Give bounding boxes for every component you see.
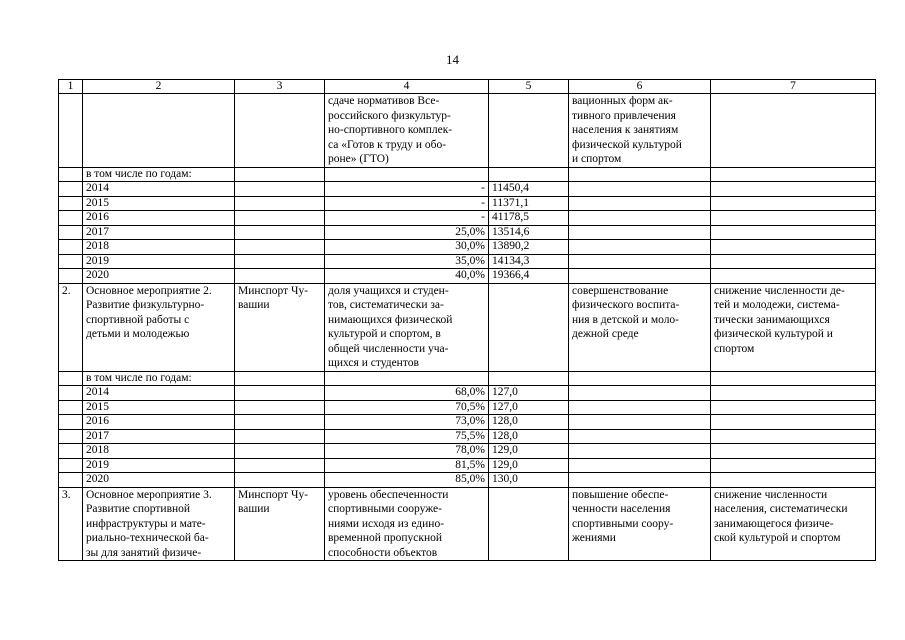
year-cell: 2018: [83, 444, 235, 459]
indicator-cell: 68,0%: [325, 386, 489, 401]
value-cell: 127,0: [489, 400, 569, 415]
value-cell: 129,0: [489, 444, 569, 459]
year-cell: 2020: [83, 269, 235, 284]
value-cell: 11371,1: [489, 196, 569, 211]
value-cell: 13890,2: [489, 240, 569, 255]
by-years-label: в том числе по годам:: [83, 167, 235, 182]
year-row: [59, 269, 876, 284]
header-cell: 6: [569, 80, 711, 94]
value-cell: 11450,4: [489, 182, 569, 197]
indicator-cell: 75,5%: [325, 429, 489, 444]
consequences: снижение численности населения, систематически занимающегося физиче- ской культурой и спортом: [711, 487, 876, 561]
expected-result: совершенствование физического воспита- ния в детской и моло- дежной среде: [569, 283, 711, 371]
year-row: [59, 400, 876, 415]
responsible-executor: Минспорт Чу- вашии: [235, 487, 325, 561]
value-cell: 130,0: [489, 473, 569, 488]
year-row: [59, 240, 876, 255]
year-cell: 2018: [83, 240, 235, 255]
header-row: [59, 80, 876, 94]
page-number: 14: [446, 52, 459, 67]
year-row: [59, 211, 876, 226]
year-cell: 2020: [83, 473, 235, 488]
indicator-cell: 25,0%: [325, 225, 489, 240]
year-cell: 2014: [83, 386, 235, 401]
year-row: [59, 254, 876, 269]
year-cell: 2016: [83, 211, 235, 226]
table-row: [59, 487, 876, 561]
value-cell: 129,0: [489, 458, 569, 473]
indicator-cell: 81,5%: [325, 458, 489, 473]
table-row: [59, 283, 876, 371]
indicator-cell: 85,0%: [325, 473, 489, 488]
header-cell: 2: [83, 80, 235, 94]
year-cell: 2016: [83, 415, 235, 430]
indicator-cell: -: [325, 211, 489, 226]
value-cell: 19366,4: [489, 269, 569, 284]
value-cell: 128,0: [489, 415, 569, 430]
program-table: [58, 79, 876, 561]
value-cell: 14134,3: [489, 254, 569, 269]
table-row: [59, 167, 876, 182]
indicator-cell: 30,0%: [325, 240, 489, 255]
header-cell: 1: [59, 80, 83, 94]
year-cell: 2017: [83, 225, 235, 240]
year-row: [59, 473, 876, 488]
indicator-description: доля учащихся и студен- тов, систематически за- нимающихся физической культурой и спортом, в общей численности уча- щихся и студентов: [325, 283, 489, 371]
activity-name: Основное мероприятие 2. Развитие физкультурно- спортивной работы с детьми и молодежью: [83, 283, 235, 371]
year-row: [59, 225, 876, 240]
expected-result: вационных форм ак- тивного привлечения населения к занятиям физической культурой и спортом: [569, 94, 711, 168]
year-cell: 2015: [83, 196, 235, 211]
value-cell: 127,0: [489, 386, 569, 401]
header-cell: 4: [325, 80, 489, 94]
indicator-cell: 40,0%: [325, 269, 489, 284]
row-number: 2.: [59, 283, 83, 371]
value-cell: 41178,5: [489, 211, 569, 226]
year-cell: 2015: [83, 400, 235, 415]
header-cell: 7: [711, 80, 876, 94]
row-number: 3.: [59, 487, 83, 561]
indicator-cell: 35,0%: [325, 254, 489, 269]
value-cell: 128,0: [489, 429, 569, 444]
activity-name: Основное мероприятие 3. Развитие спортивной инфраструктуры и мате- риально-технической ба- зы для занятий физиче-: [83, 487, 235, 561]
year-row: [59, 429, 876, 444]
value-cell: 13514,6: [489, 225, 569, 240]
year-row: [59, 386, 876, 401]
year-row: [59, 458, 876, 473]
indicator-cell: 70,5%: [325, 400, 489, 415]
by-years-label: в том числе по годам:: [83, 371, 235, 386]
year-row: [59, 415, 876, 430]
indicator-description: сдаче нормативов Все- российского физкультур- но-спортивного комплек- са «Готов к труду и обо- роне» (ГТО): [325, 94, 489, 168]
year-row: [59, 444, 876, 459]
indicator-cell: 73,0%: [325, 415, 489, 430]
expected-result: повышение обеспе- ченности населения спортивными соору- жениями: [569, 487, 711, 561]
year-cell: 2017: [83, 429, 235, 444]
indicator-cell: -: [325, 196, 489, 211]
indicator-cell: -: [325, 182, 489, 197]
year-cell: 2019: [83, 254, 235, 269]
header-cell: 3: [235, 80, 325, 94]
table-row: [59, 371, 876, 386]
responsible-executor: Минспорт Чу- вашии: [235, 283, 325, 371]
indicator-description: уровень обеспеченности спортивными сооруже- ниями исходя из едино- временной пропускной способности объектов: [325, 487, 489, 561]
consequences: снижение численности де- тей и молодежи, система- тически занимающихся физической культурой и спортом: [711, 283, 876, 371]
table-row: [59, 94, 876, 168]
year-row: [59, 182, 876, 197]
indicator-cell: 78,0%: [325, 444, 489, 459]
year-cell: 2014: [83, 182, 235, 197]
header-cell: 5: [489, 80, 569, 94]
year-row: [59, 196, 876, 211]
year-cell: 2019: [83, 458, 235, 473]
